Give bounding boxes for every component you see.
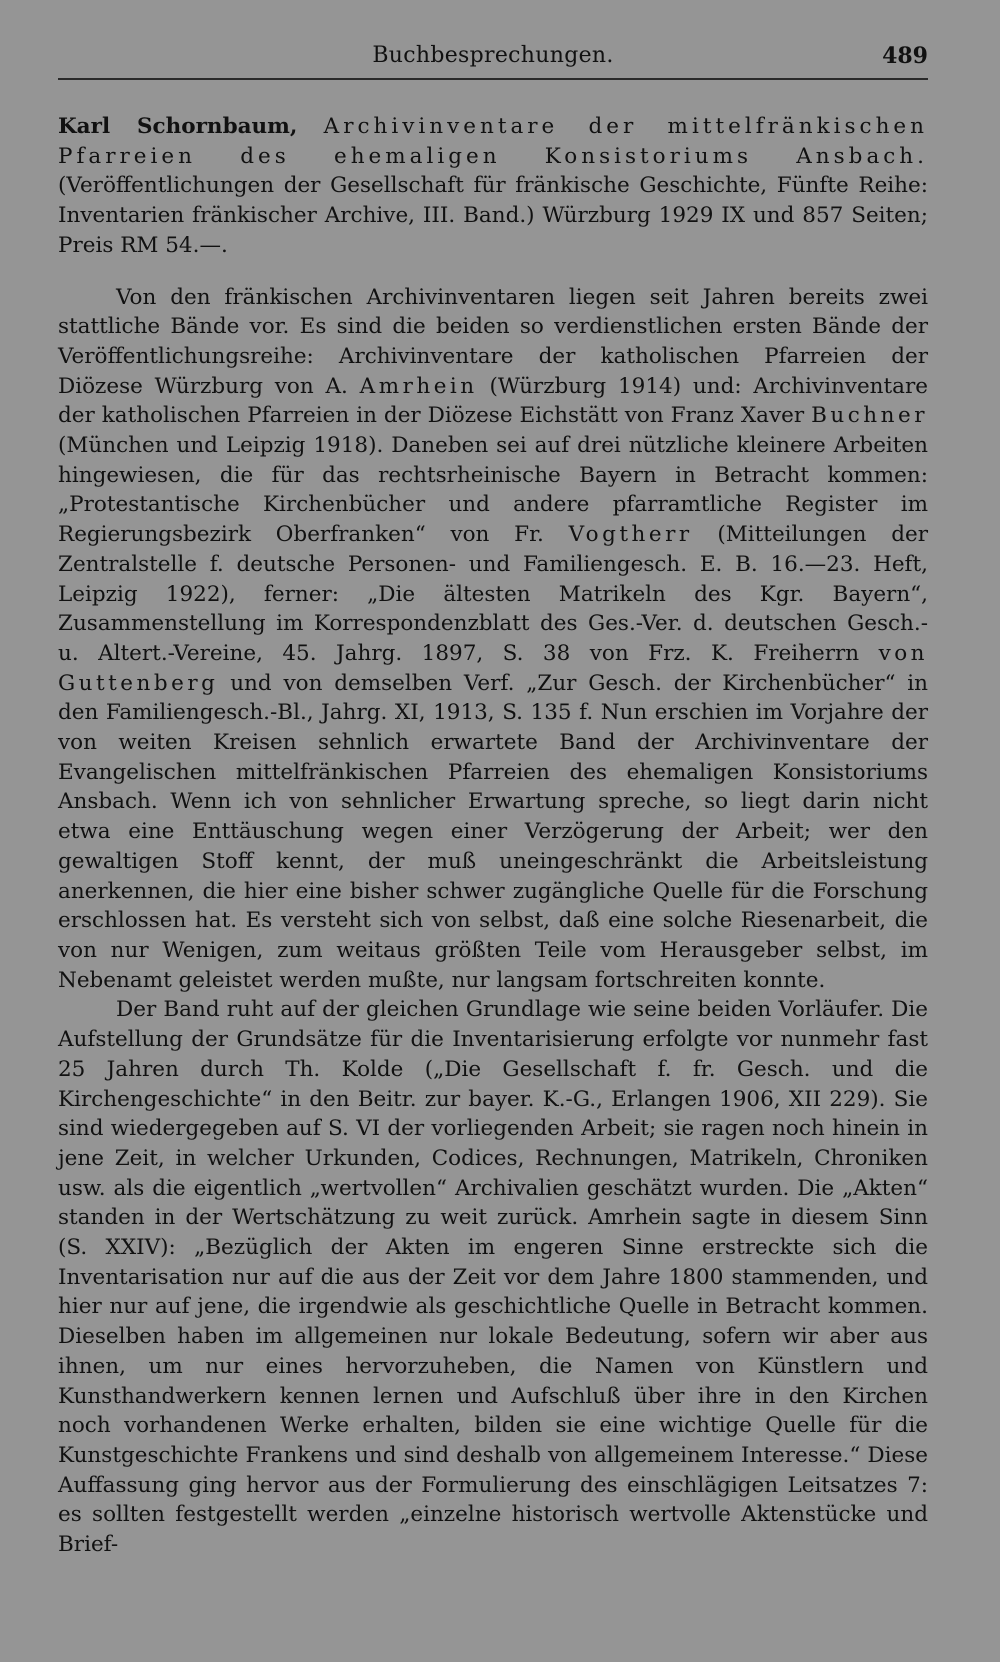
citation-title: Archivinventare der mittelfränkischen Pfarreien des ehemaligen Konsistoriums Ansbach. xyxy=(58,114,928,169)
text-run: (Würzburg 1914) und: Archivinventare der katholischen Pfarreien in der Diözese Eichstätt von Franz Xaver xyxy=(58,373,928,429)
review-content xyxy=(58,112,928,1560)
running-header xyxy=(58,38,928,74)
person-name-buchner: Buchner xyxy=(811,403,928,429)
running-header-title: Buchbesprechungen. xyxy=(372,43,614,68)
citation-author: Karl Schornbaum, xyxy=(58,114,298,139)
book-page xyxy=(58,0,928,1662)
header-rule xyxy=(58,78,928,80)
bibliographic-citation xyxy=(58,112,928,261)
text-run: und von demselben Verf. „Zur Gesch. der Kirchenbücher“ in den Familiengesch.-Bl., Jahrg. XI, 1913, S. 135 f. Nun erschien im Vorjahre der von weiten Kreisen sehnlich erwartete Band der Archivinventare der Evangelischen mittelfränkischen Pfarreien des ehemaligen Konsistoriums Ansbach. Wenn ich von sehnlicher Erwartung spreche, so liegt darin nicht etwa eine Enttäuschung wegen einer Verzögerung der Arbeit; wer den gewaltigen Stoff kennt, der muß uneingeschränkt die Arbeitsleistung anerkennen, die hier eine bisher schwer zugängliche Quelle für die Forschung erschlossen hat. Es versteht sich von selbst, daß eine solche Riesenarbeit, die von nur Wenigen, zum weitaus größten Teile vom Herausgeber selbst, im Nebenamt geleistet werden mußte, nur langsam fortschreiten konnte. xyxy=(58,670,928,993)
text-run: (München und Leipzig 1918). Daneben sei auf drei nützliche kleinere Arbeiten hingewiesen, die für das rechtsrheinische Bayern in Betracht kommen: „Protestantische Kirchenbücher und andere pfarramtliche Register im Regierungsbezirk Oberfranken“ von Fr. xyxy=(58,433,928,548)
review-paragraph-2 xyxy=(58,995,928,1559)
text-run: (Mitteilungen der Zentralstelle f. deutsche Personen- und Familiengesch. E. B. 16.—23. Heft, Leipzig 1922), ferner: „Die ältesten Matrikeln des Kgr. Bayern“, Zusammenstellung im Korrespondenzblatt des Ges.-Ver. d. deutschen Gesch.- u. Altert.-Vereine, 45. Jahrg. 1897, S. 38 von Frz. K. Freiherrn xyxy=(58,522,928,666)
person-name-guttenberg: von Guttenberg xyxy=(58,640,928,696)
review-paragraph-1 xyxy=(58,283,928,996)
person-name-amrhein: Amrhein xyxy=(359,373,478,399)
citation-details: (Veröffentlichungen der Gesellschaft für fränkische Geschichte, Fünfte Reihe: Inventarien fränkischer Archive, III. Band.) Würzburg 1929 IX und 857 Seiten; Preis RM 54.—. xyxy=(58,173,928,258)
person-name-vogtherr: Vogtherr xyxy=(568,522,693,548)
text-run: Der Band ruht auf der gleichen Grundlage wie seine beiden Vorläufer. Die Aufstellung der Grundsätze für die Inventarisierung erfolgte vor nunmehr fast 25 Jahren durch Th. Kolde („Die Gesellschaft f. fr. Gesch. und die Kirchengeschichte“ in den Beitr. zur bayer. K.-G., Erlangen 1906, XII 229). Sie sind wiedergegeben auf S. VI der vorliegenden Arbeit; sie ragen noch hinein in jene Zeit, in welcher Urkunden, Codices, Rechnungen, Matrikeln, Chroniken usw. als die eigentlich „wertvollen“ Archivalien geschätzt wurden. Die „Akten“ standen in der Wertschätzung zu weit zurück. Amrhein sagte in diesem Sinn (S. XXIV): „Bezüglich der Akten im engeren Sinne erstreckte sich die Inventarisation nur auf die aus der Zeit vor dem Jahre 1800 stammenden, und hier nur auf jene, die irgendwie als geschichtliche Quelle in Betracht kommen. Dieselben haben im allgemeinen nur lokale Bedeutung, sofern wir aber aus ihnen, um nur eines hervorzuheben, die Namen von Künstlern und Kunsthandwerkern kennen lernen und Aufschluß über ihre in den Kirchen noch vorhandenen Werke erhalten, bilden sie eine wichtige Quelle für die Kunstgeschichte Frankens und sind deshalb von allgemeinem Interesse.“ Diese Auffassung ging hervor aus der Formulierung des einschlägigen Leitsatzes 7: es sollten festgestellt werden „einzelne historisch wertvolle Aktenstücke und Brief- xyxy=(58,997,928,1558)
page-number: 489 xyxy=(882,43,928,69)
text-run: Von den fränkischen Archivinventaren liegen seit Jahren bereits zwei stattliche Bände vor. Es sind die beiden so verdienstlichen ersten Bände der Veröffentlichungsreihe: Archivinventare der katholischen Pfarreien der Diözese Würzburg von A. xyxy=(58,284,928,399)
